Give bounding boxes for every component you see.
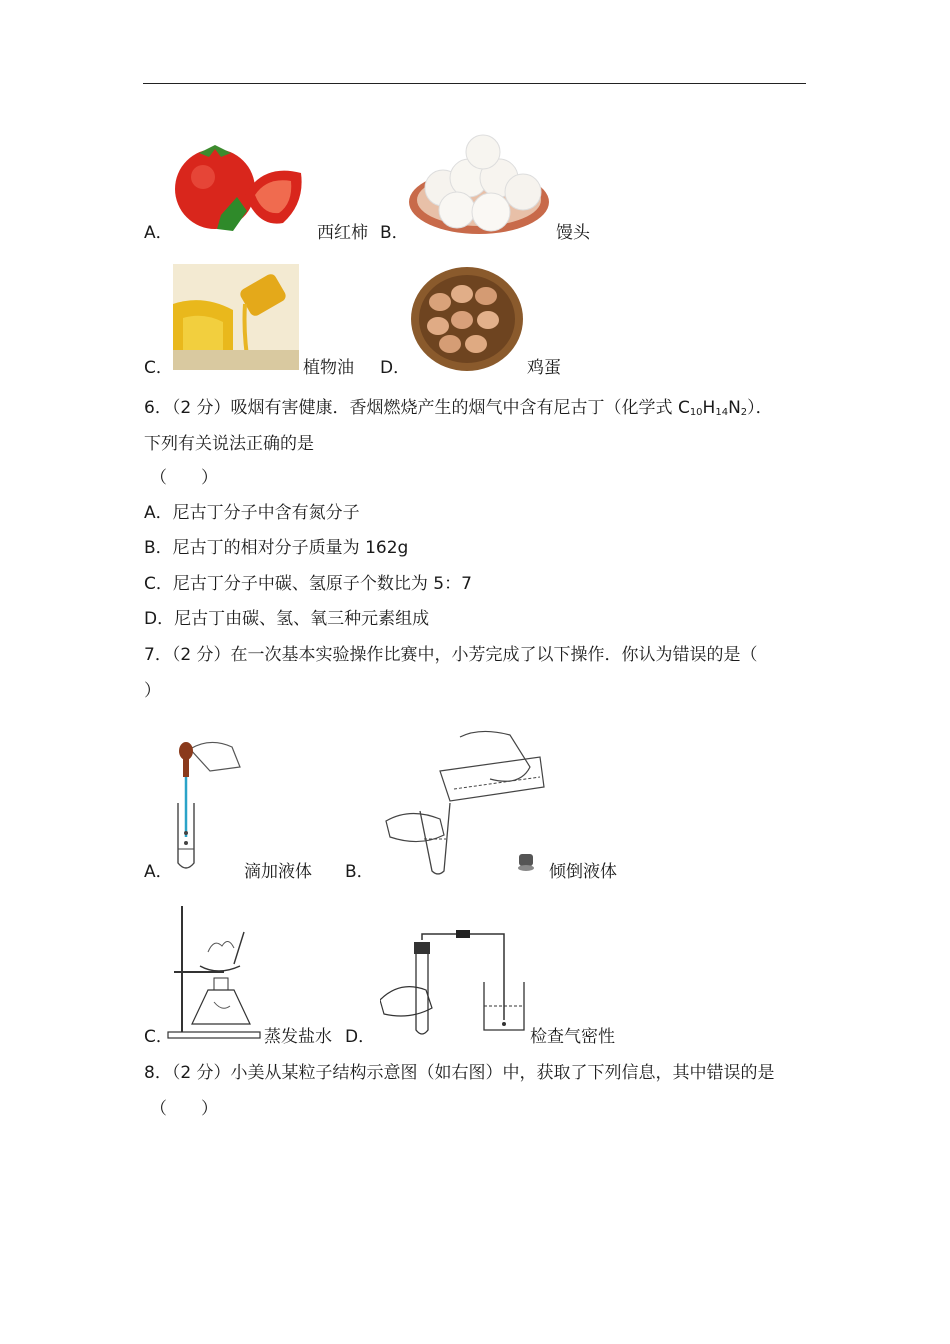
formula-n: N (728, 398, 741, 418)
airtightness-check-diagram (380, 930, 530, 1042)
q5-option-c-label: 植物油 (303, 358, 354, 378)
q7-option-b-label: 倾倒液体 (549, 862, 617, 882)
q7-option-b-letter: B． (345, 862, 374, 882)
q5-option-d-letter: D． (380, 358, 411, 378)
q7-stem: 7．（2 分）在一次基本实验操作比赛中，小芳完成了以下操作．你认为错误的是（ (144, 645, 758, 665)
q7-option-a-label: 滴加液体 (244, 862, 312, 882)
q7-option-d-letter: D． (345, 1027, 376, 1047)
q7-option-a-letter: A． (144, 862, 173, 882)
bottle-stopper-icon (516, 852, 536, 874)
q7-stem-end: ） (144, 681, 161, 701)
q5-option-a-letter: A． (144, 223, 173, 243)
eggs-basket-image (410, 266, 524, 372)
evaporation-diagram (164, 902, 264, 1040)
q8-stem: 8．（2 分）小美从某粒子结构示意图（如右图）中，获取了下列信息，其中错误的是 (144, 1063, 775, 1083)
dropper-diagram (170, 737, 250, 877)
tomato-image (163, 133, 311, 237)
q7-option-d-label: 检查气密性 (530, 1027, 615, 1047)
q5-option-b-letter: B． (380, 223, 409, 243)
vegetable-oil-image (173, 264, 299, 370)
formula-sub-n: 2 (740, 407, 748, 418)
q6-stem (144, 397, 773, 419)
formula-h: H (702, 398, 716, 418)
q6-stem-line2: 下列有关说法正确的是 (144, 434, 314, 454)
formula-sub-c: 10 (689, 407, 703, 418)
q6-option-d: D．尼古丁由碳、氢、氧三种元素组成 (144, 609, 430, 629)
q7-option-c-letter: C． (144, 1027, 173, 1047)
q7-option-c-label: 蒸发盐水 (264, 1027, 332, 1047)
q6-option-a: A．尼古丁分子中含有氮分子 (144, 503, 360, 523)
q6-option-c: C．尼古丁分子中碳、氢原子个数比为 5：7 (144, 574, 472, 594)
q5-option-d-label: 鸡蛋 (527, 358, 561, 378)
header-rule (143, 83, 806, 84)
steamed-buns-image (407, 130, 551, 236)
q5-option-b-label: 馒头 (556, 223, 590, 243)
q5-option-a-label: 西红柿 (317, 223, 368, 243)
q6-answer-paren: （ ） (150, 468, 218, 488)
q5-option-c-letter: C． (144, 358, 173, 378)
q8-answer-paren: （ ） (150, 1099, 218, 1119)
q6-option-b: B．尼古丁的相对分子质量为 162g (144, 538, 409, 558)
formula-sub-h: 14 (715, 407, 729, 418)
q6-stem-end: ）． (747, 398, 773, 418)
q6-stem-text: 6．（2 分）吸烟有害健康．香烟燃烧产生的烟气中含有尼古丁（化学式 C (144, 398, 690, 418)
